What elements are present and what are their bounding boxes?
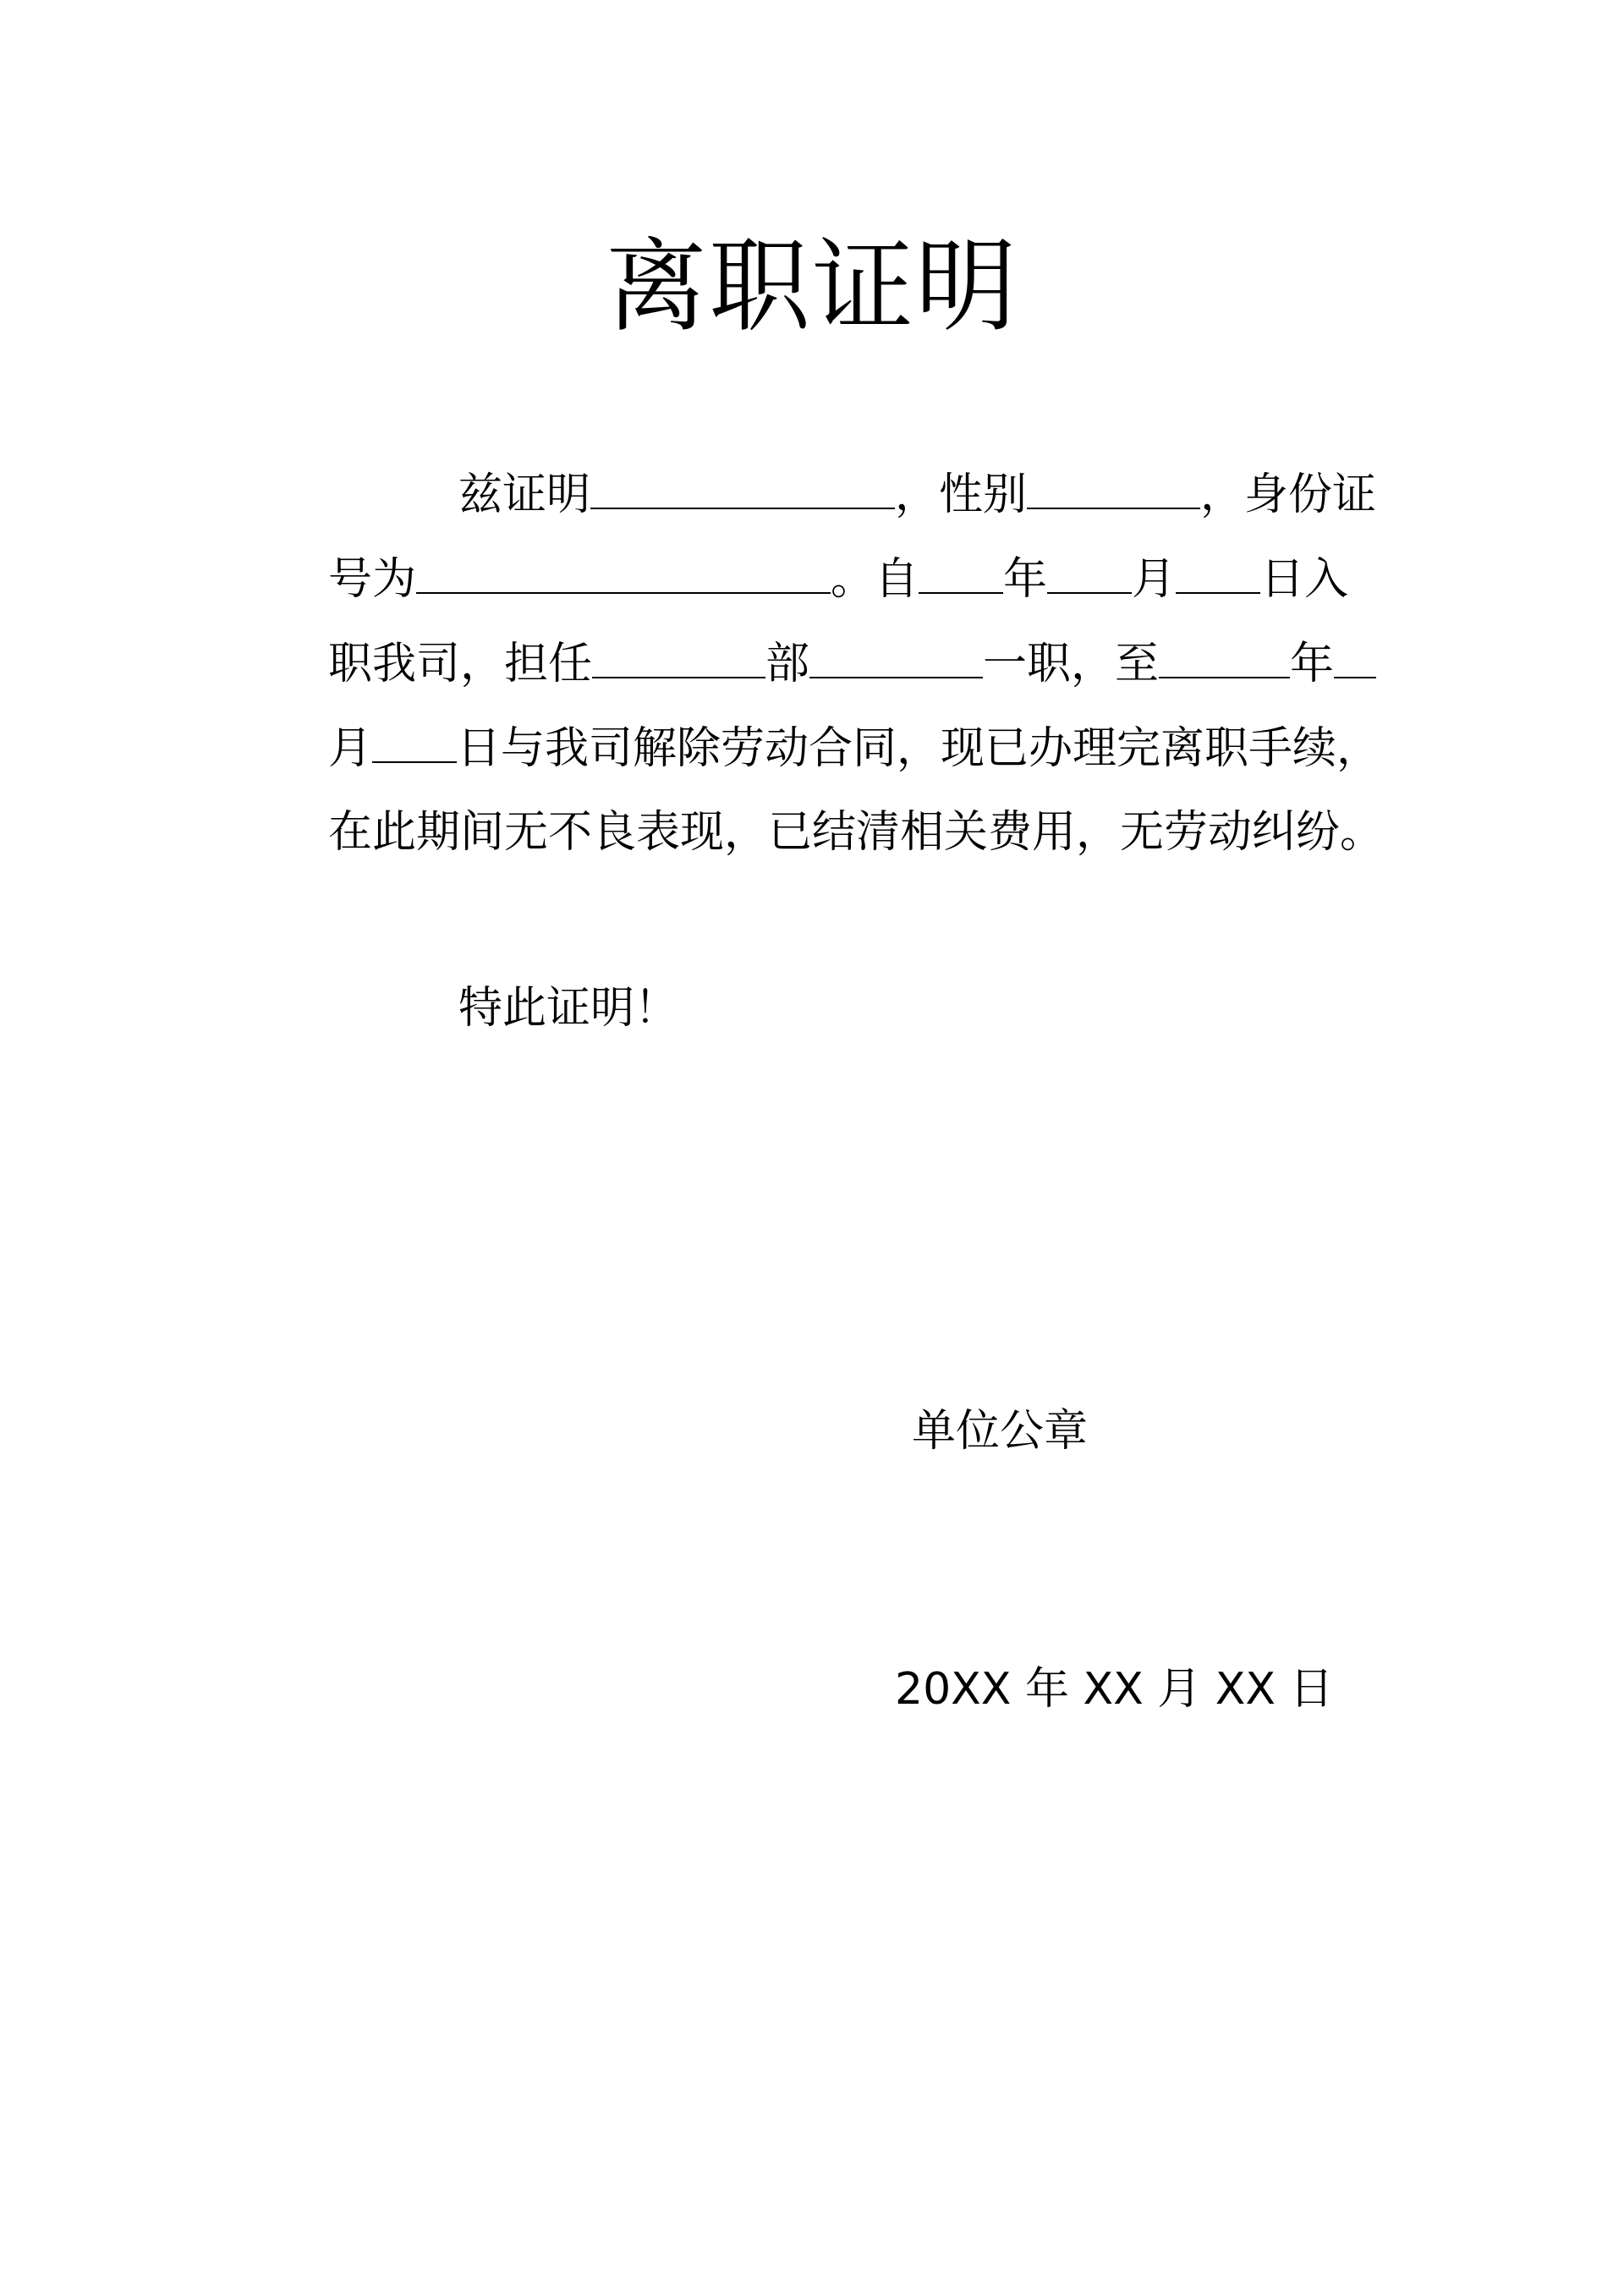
text-segment: 年 bbox=[1290, 639, 1335, 689]
document-title: 离职证明 bbox=[606, 228, 1018, 346]
text-segment: 日与我司解除劳动合同，现已办理完离职手续， bbox=[457, 723, 1381, 774]
leave-year-blank bbox=[1159, 636, 1290, 678]
text-segment: 月 bbox=[1132, 554, 1177, 605]
text-segment: 月 bbox=[328, 723, 373, 774]
text-segment: 号为 bbox=[328, 554, 417, 605]
text-segment: 年 bbox=[1003, 554, 1048, 605]
text-segment: 。自 bbox=[831, 554, 919, 605]
position-blank bbox=[809, 636, 983, 678]
body-line-4 bbox=[328, 721, 1380, 776]
leave-month-blank bbox=[1334, 636, 1376, 678]
department-blank bbox=[592, 636, 765, 678]
text-segment: ，身份证 bbox=[1200, 469, 1377, 520]
text-segment: 日入 bbox=[1260, 554, 1349, 605]
document-date: 20XX 年 XX 月 XX 日 bbox=[895, 1664, 1334, 1715]
text-segment: 兹证明 bbox=[458, 469, 591, 520]
body-line-2 bbox=[328, 552, 1348, 607]
id-number-blank bbox=[416, 552, 831, 594]
entry-year-blank bbox=[919, 552, 1003, 594]
gender-blank bbox=[1027, 467, 1200, 509]
text-segment: ，性别 bbox=[895, 469, 1028, 520]
text-segment: 职我司，担任 bbox=[328, 639, 593, 689]
entry-month-blank bbox=[1047, 552, 1132, 594]
company-seal-label: 单位公章 bbox=[912, 1406, 1089, 1457]
closing-statement: 特此证明！ bbox=[458, 983, 679, 1034]
text-segment: 部 bbox=[765, 639, 810, 689]
entry-day-blank bbox=[1176, 552, 1260, 594]
body-line-5: 在此期间无不良表现，已结清相关费用，无劳动纠纷。 bbox=[328, 807, 1385, 858]
name-blank bbox=[590, 467, 895, 509]
text-segment: 一职，至 bbox=[983, 639, 1160, 689]
body-line-1 bbox=[458, 467, 1376, 522]
body-line-3 bbox=[328, 636, 1376, 691]
leave-day-blank bbox=[372, 721, 457, 763]
